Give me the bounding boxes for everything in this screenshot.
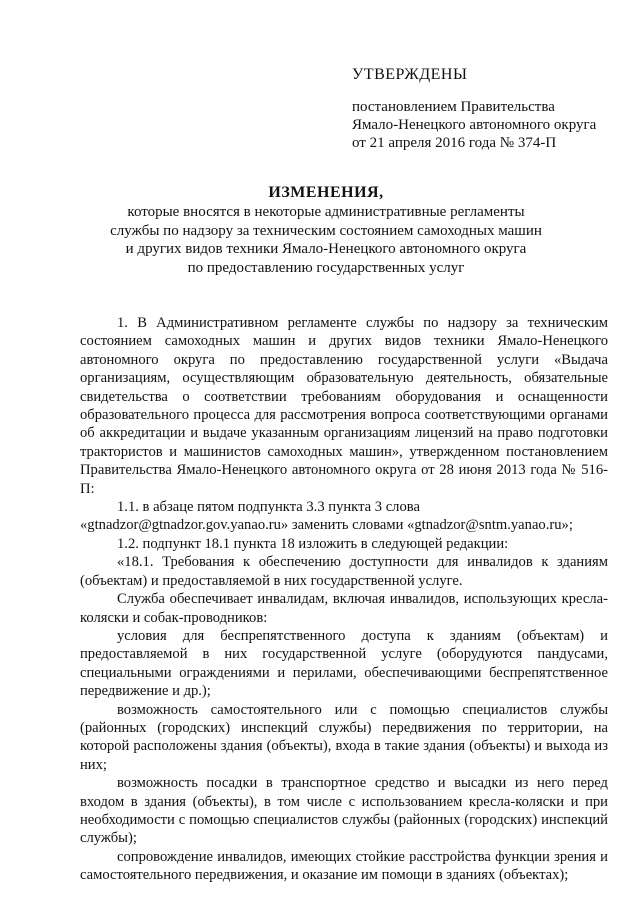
paragraph: «gtnadzor@gtnadzor.gov.yanao.ru» заменить словами «gtnadzor@sntm.yanao.ru»; — [80, 517, 573, 534]
paragraph: возможность самостоятельного или с помощью специалистов службы (районных (городских) инспекций службы) передвижения по территории, на которой расположены здания (объекты), входа в такие здания (объекты) и выхода из них; — [80, 701, 608, 773]
paragraph: сопровождение инвалидов, имеющих стойкие расстройства функции зрения и самостоятельного передвижения, и оказание им помощи в зданиях (объектах); — [80, 848, 608, 884]
approval-line: от 21 апреля 2016 года № 374-П — [352, 135, 557, 151]
approval-line: Ямало-Ненецкого автономного округа — [352, 117, 597, 133]
heading-line: по предоставлению государственных услуг — [187, 259, 465, 276]
paragraph: 1. В Административном регламенте службы по надзору за техническим состоянием самоходных машин и других видов техники Ямало-Ненецкого автономного округа по предоставлению государственной услуги «Выдача организациям, осуществляющим образовательную деятельность, обязательные свидетельства о соответствии требованиям оборудования и оснащенности образовательного процесса для рассмотрения вопроса соответствующими органами об аккредитации и выдаче указанным организациям лицензий на право подготовки трактористов и машинистов самоходных машин», утвержденном постановлением Правительства Ямало-Ненецкого автономного округа от 28 июня 2013 года № 516-П: — [80, 315, 608, 497]
approval-title: УТВЕРЖДЕНЫ — [352, 66, 468, 83]
heading-line: службы по надзору за техническим состоянием самоходных машин — [110, 222, 542, 239]
approval-block — [352, 66, 612, 152]
document-heading — [80, 183, 572, 277]
document-body — [80, 314, 608, 885]
heading-title: ИЗМЕНЕНИЯ, — [268, 184, 384, 201]
paragraph: «18.1. Требования к обеспечению доступности для инвалидов к зданиям (объектам) и предоставляемой в них государственной услуге. — [80, 554, 608, 589]
heading-line: и других видов техники Ямало-Ненецкого автономного округа — [125, 241, 527, 257]
paragraph: Служба обеспечивает инвалидам, включая инвалидов, использующих кресла-коляски и собак-проводников: — [80, 591, 608, 626]
paragraph: 1.1. в абзаце пятом подпункта 3.3 пункта 3 слова — [117, 499, 420, 516]
paragraph: возможность посадки в транспортное средство и высадки из него перед входом в здания (объекты), в том числе с использованием кресла-коляски и при необходимости с помощью специалистов службы (районных (городских) инспекций службы); — [80, 775, 608, 847]
paragraph: 1.2. подпункт 18.1 пункта 18 изложить в следующей редакции: — [117, 535, 509, 552]
approval-line: постановлением Правительства — [352, 99, 555, 115]
heading-line: которые вносятся в некоторые административные регламенты — [127, 204, 525, 220]
paragraph: условия для беспрепятственного доступа к зданиям (объектам) и предоставляемой в них государственной услуге (оборудуются пандусами, специальными ограждениями и перилами, обеспечивающими беспрепятственное передвижение и др.); — [80, 627, 608, 700]
